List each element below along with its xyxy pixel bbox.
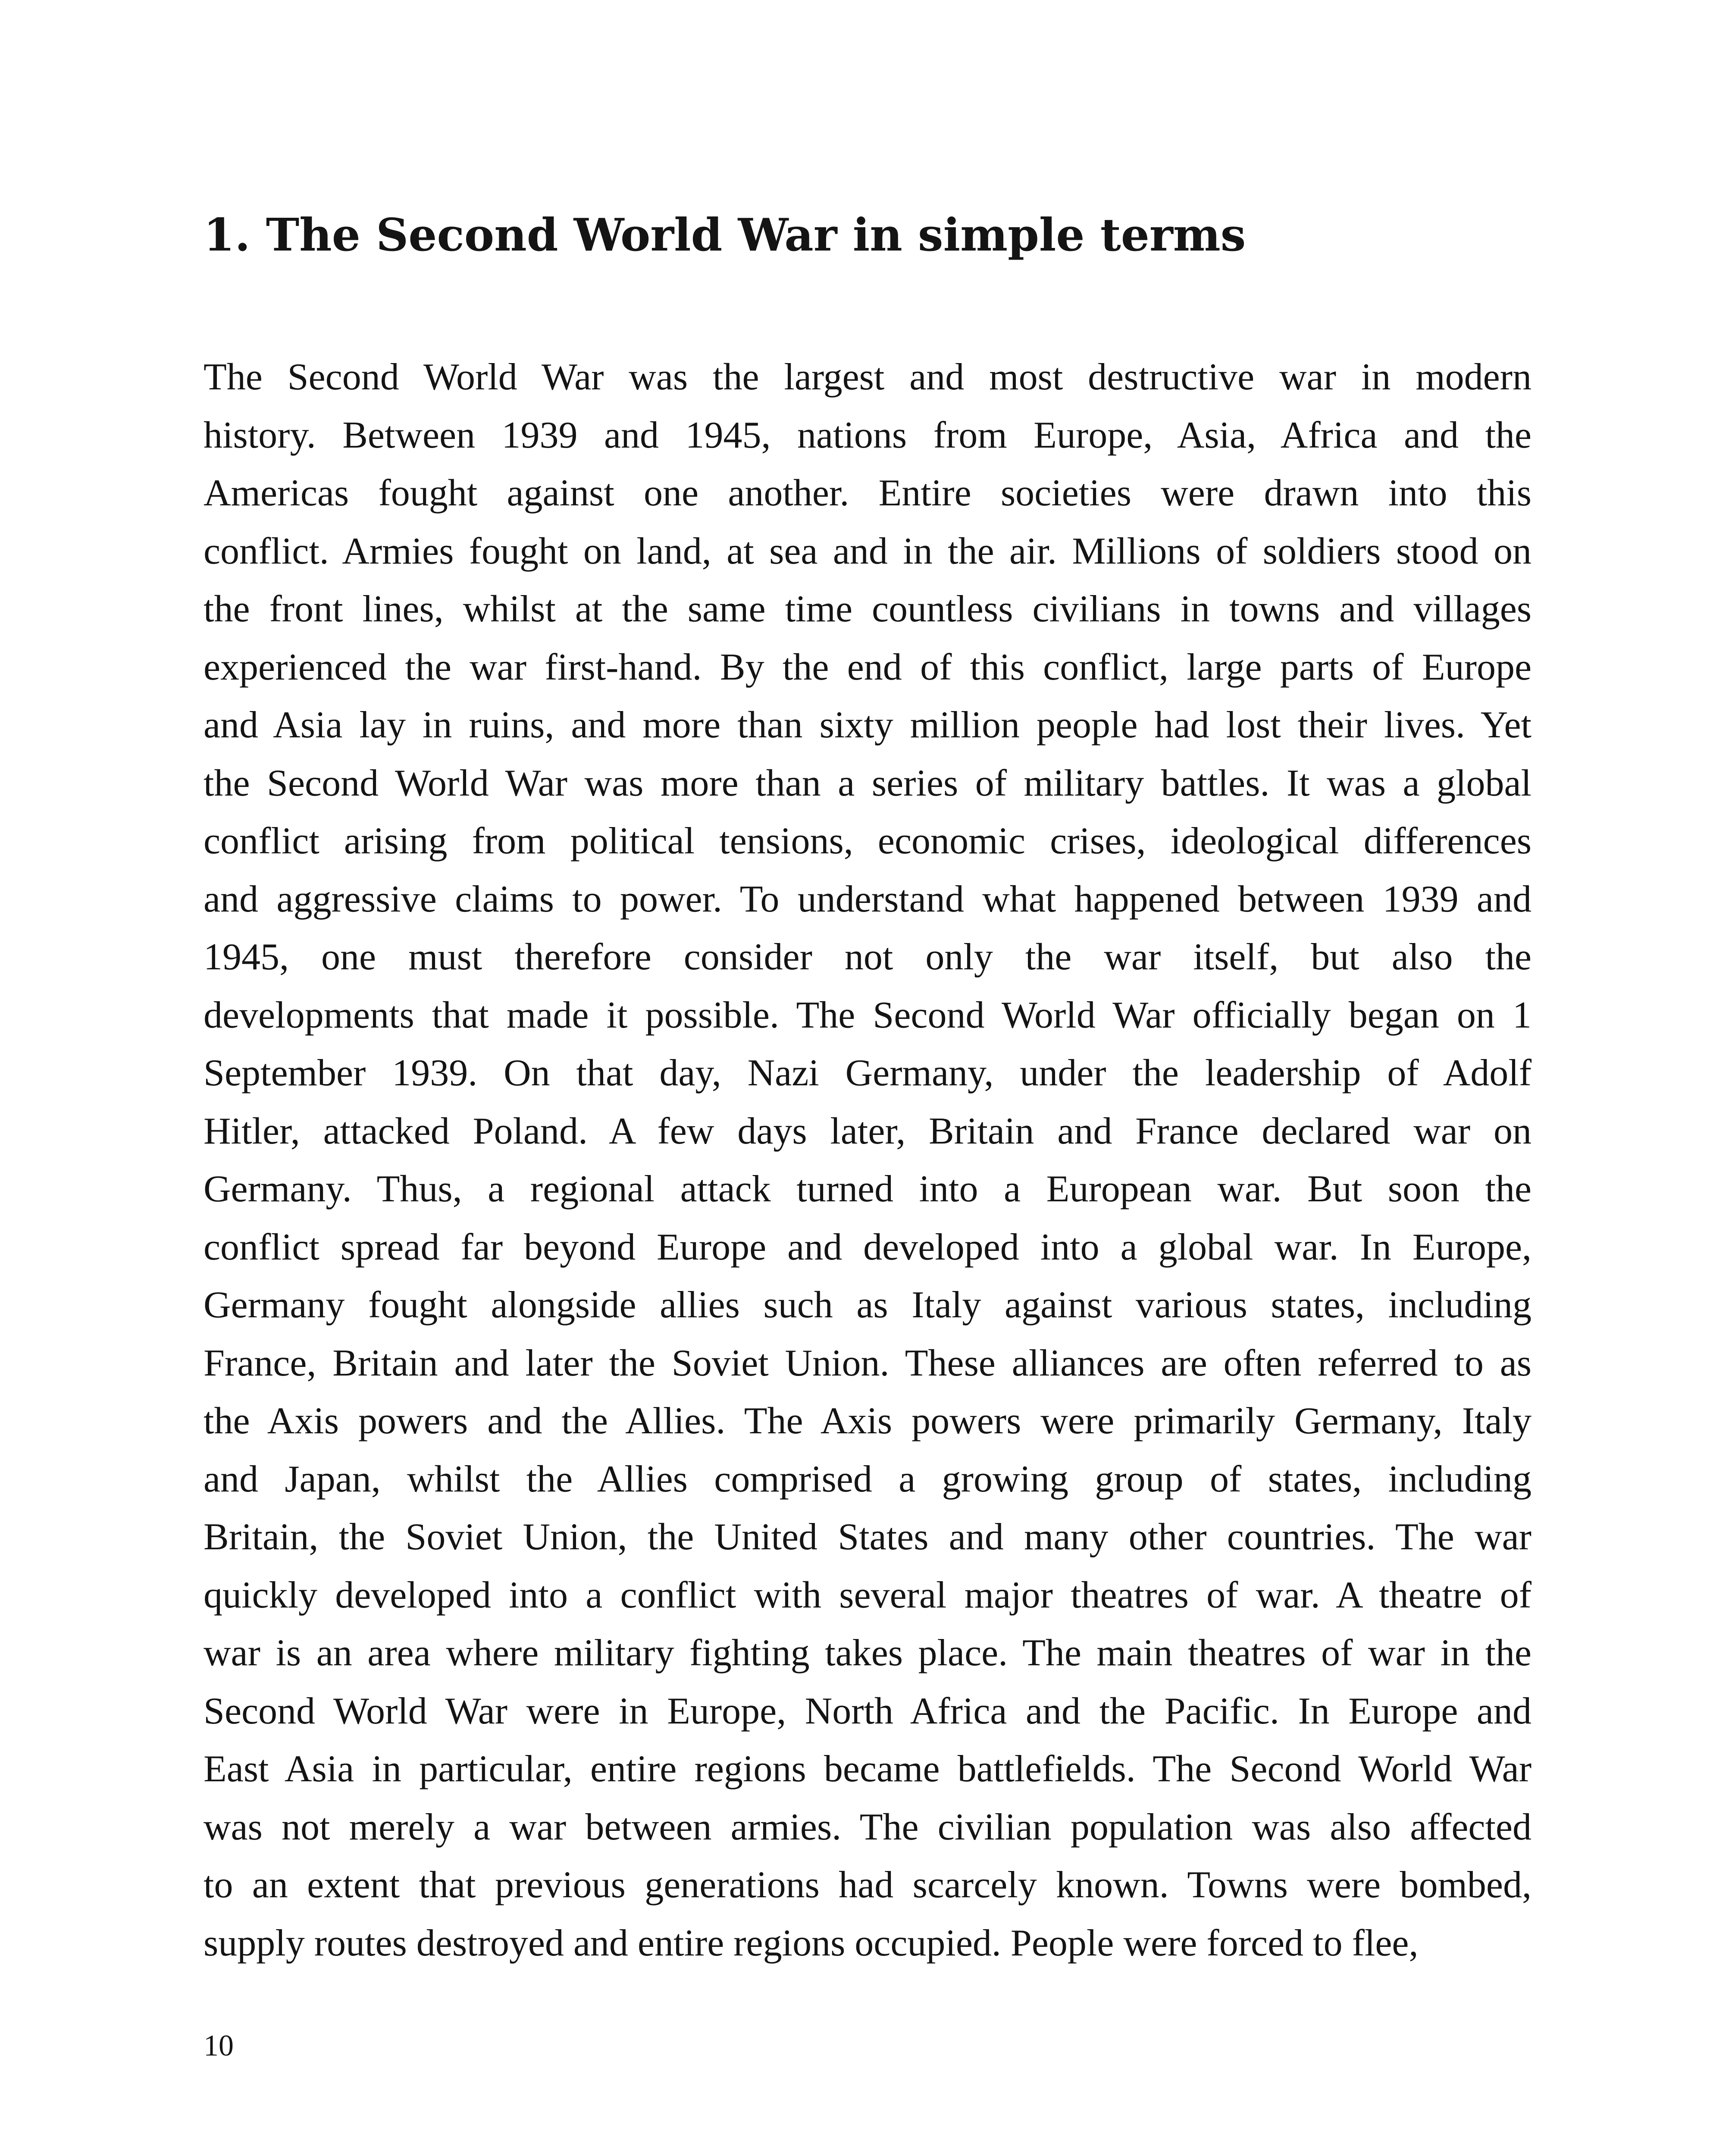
text-line: conflict spread far beyond Europe and developed into a global war. In Europe, xyxy=(204,1226,1532,1268)
text-line: war is an area where military fighting takes place. The main theatres of war in the xyxy=(204,1632,1532,1674)
text-line: France, Britain and later the Soviet Union. These alliances are often referred to as xyxy=(204,1342,1532,1384)
text-line: was not merely a war between armies. The civilian population was also affected xyxy=(204,1806,1532,1848)
text-line: conflict. Armies fought on land, at sea and in the air. Millions of soldiers stood on xyxy=(204,530,1532,572)
text-line: the front lines, whilst at the same time countless civilians in towns and villages xyxy=(204,588,1532,630)
text-line: developments that made it possible. The Second World War officially began on 1 xyxy=(204,994,1532,1036)
text-line: the Second World War was more than a series of military battles. It was a global xyxy=(204,762,1532,804)
text-line: September 1939. On that day, Nazi Germany, under the leadership of Adolf xyxy=(204,1052,1532,1094)
text-line: Americas fought against one another. Entire societies were drawn into this xyxy=(204,472,1532,514)
chapter-heading: 1. The Second World War in simple terms xyxy=(204,208,1246,261)
text-line: the Axis powers and the Allies. The Axis powers were primarily Germany, Italy xyxy=(204,1400,1532,1442)
text-line: Germany. Thus, a regional attack turned into a European war. But soon the xyxy=(204,1168,1532,1210)
text-line: Britain, the Soviet Union, the United States and many other countries. The war xyxy=(204,1516,1532,1558)
text-line: to an extent that previous generations had scarcely known. Towns were bombed, xyxy=(204,1864,1532,1906)
text-line: supply routes destroyed and entire regions occupied. People were forced to flee, xyxy=(204,1922,1419,1964)
text-line: Second World War were in Europe, North Africa and the Pacific. In Europe and xyxy=(204,1690,1532,1732)
text-line: and Japan, whilst the Allies comprised a growing group of states, including xyxy=(204,1458,1532,1500)
text-line: and aggressive claims to power. To understand what happened between 1939 and xyxy=(204,878,1532,920)
text-line: history. Between 1939 and 1945, nations from Europe, Asia, Africa and the xyxy=(204,414,1532,456)
text-line: experienced the war first-hand. By the end of this conflict, large parts of Europe xyxy=(204,646,1532,688)
text-line: 1945, one must therefore consider not only the war itself, but also the xyxy=(204,936,1532,978)
text-line: The Second World War was the largest and most destructive war in modern xyxy=(204,356,1532,398)
text-line: Germany fought alongside allies such as Italy against various states, including xyxy=(204,1284,1532,1326)
text-line: conflict arising from political tensions, economic crises, ideological differences xyxy=(204,820,1532,862)
text-line: quickly developed into a conflict with several major theatres of war. A theatre of xyxy=(204,1574,1532,1616)
text-line: East Asia in particular, entire regions became battlefields. The Second World War xyxy=(204,1748,1532,1790)
body-paragraph xyxy=(204,348,1532,1972)
page-number: 10 xyxy=(204,2029,234,2062)
text-line: Hitler, attacked Poland. A few days later, Britain and France declared war on xyxy=(204,1110,1532,1152)
text-line: and Asia lay in ruins, and more than sixty million people had lost their lives. Yet xyxy=(204,704,1532,746)
